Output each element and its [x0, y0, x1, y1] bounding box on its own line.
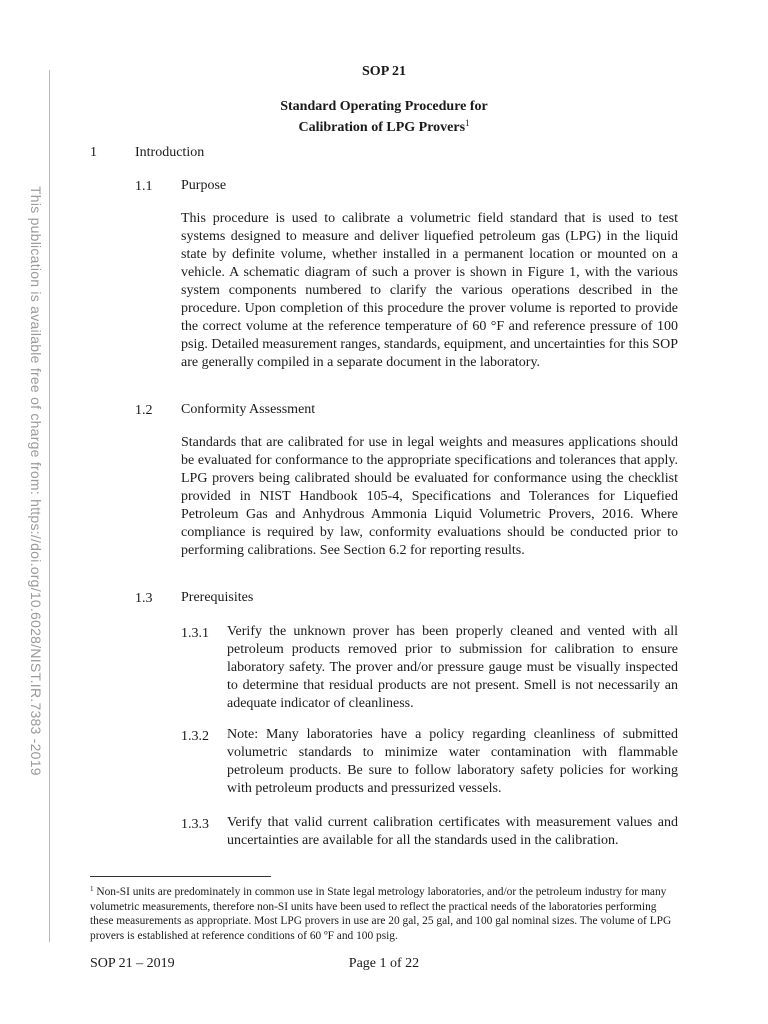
section-1-3-1-number: 1.3.1	[181, 626, 209, 641]
section-1-3-2-number: 1.3.2	[181, 729, 209, 744]
section-1-3-3-number: 1.3.3	[181, 817, 209, 832]
availability-notice: This publication is available free of charge from: https://doi.org/10.6028/NIST.IR.7383 -2019	[28, 186, 44, 776]
title-line-1: Standard Operating Procedure for	[280, 99, 488, 114]
section-1-2-number: 1.2	[135, 403, 153, 418]
prerequisite-certificates-paragraph: Verify that valid current calibration certificates with measurement values and uncertainties are available for all the standards used in the calibration.	[227, 815, 678, 848]
purpose-paragraph: This procedure is used to calibrate a volumetric field standard that is used to test systems designed to measure and deliver liquefied petroleum gas (LPG) in the liquid state by definite volume, whether installed in a permanent location or mounted on a vehicle. A schematic diagram of such a prover is shown in Figure 1, with the various system components numbered to clarify the various operations described in the procedure. Upon completion of this procedure the prover volume is reported to provide the correct volume at the reference temperature of 60 °F and reference pressure of 100 psig. Detailed measurement ranges, standards, equipment, and uncertainties for this SOP are generally compiled in a separate document in the laboratory.	[181, 211, 678, 370]
section-1-1-title: Purpose	[181, 178, 227, 193]
prerequisite-cleaning-paragraph: Verify the unknown prover has been properly cleaned and vented with all petroleum products removed prior to submission for calibration to ensure laboratory safety. The prover and/or pressure gauge must be visually inspected to determine that residual products are not present. Smell is not necessarily an adequate indicator of cleanliness.	[227, 624, 678, 711]
section-1-number: 1	[90, 145, 97, 160]
title-footnote-ref: 1	[465, 118, 470, 128]
margin-rule	[49, 70, 50, 942]
document-id: SOP 21	[362, 64, 406, 79]
footnote-separator	[90, 876, 271, 877]
footnote-mark: 1	[90, 885, 94, 893]
page-number: Page 1 of 22	[348, 956, 420, 971]
title-line-2-text: Calibration of LPG Provers	[298, 120, 466, 135]
section-1-3-number: 1.3	[135, 591, 153, 606]
section-1-1-number: 1.1	[135, 179, 153, 194]
footnote	[90, 882, 680, 943]
section-1-title: Introduction	[135, 145, 205, 160]
footer-doc-version: SOP 21 – 2019	[90, 956, 175, 971]
title-line-2	[0, 118, 768, 136]
footnote-text: Non-SI units are predominately in common use in State legal metrology laboratories, and/or the petroleum industry for many volumetric measurements, therefore non-SI units have been used to reflect the practical needs of the laboratories performing these measurements as appropriate. Most LPG provers in use are 20 gal, 25 gal, and 100 gal nominal sizes. The volume of LPG provers is established at reference conditions of 60 ºF and 100 psig.	[90, 886, 672, 942]
section-1-2-title: Conformity Assessment	[181, 402, 316, 417]
prerequisite-note-paragraph: Note: Many laboratories have a policy regarding cleanliness of submitted volumetric standards to minimize water contamination with flammable petroleum products. Be sure to follow laboratory safety policies for working with petroleum products and pressurized vessels.	[227, 727, 678, 796]
section-1-3-title: Prerequisites	[181, 590, 254, 605]
conformity-paragraph: Standards that are calibrated for use in legal weights and measures applications should be evaluated for conformance to the appropriate specifications and tolerances that apply. LPG provers being calibrated should be evaluated for conformance using the checklist provided in NIST Handbook 105-4, Specifications and Tolerances for Liquefied Petroleum Gas and Anhydrous Ammonia Liquid Volumetric Provers, 2016. Where compliance is required by law, conformity evaluations should be conducted prior to performing calibrations. See Section 6.2 for reporting results.	[181, 435, 678, 558]
